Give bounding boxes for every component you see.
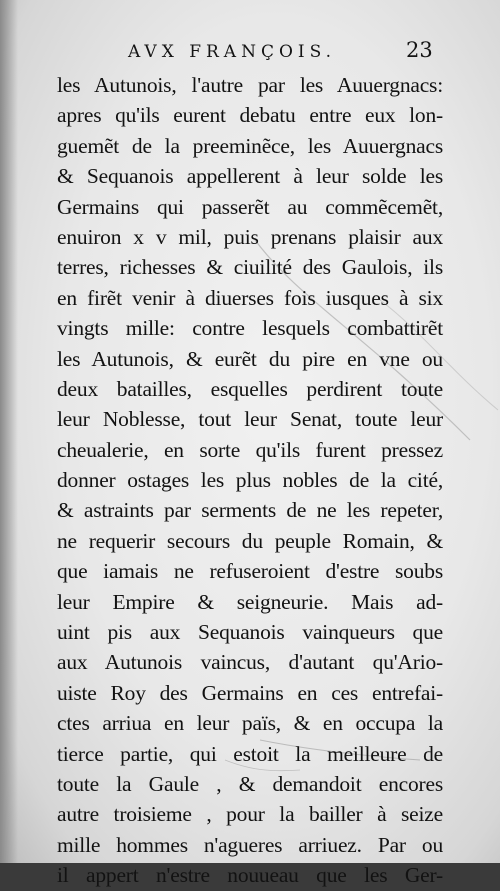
text-line: mille hommes n'agueres arriuez. Par ou: [57, 832, 443, 857]
text-line: les Autunois, & eurẽt du pire en vne ou: [57, 346, 443, 371]
text-line: aux Autunois vaincus, d'autant qu'Ario-: [57, 650, 443, 675]
page-header: [0, 38, 500, 72]
text-line: donner ostages les plus nobles de la cité,: [57, 468, 443, 493]
text-line: autre troisieme , pour la bailler à seize: [57, 802, 443, 827]
page-edge-shadow: [0, 0, 18, 863]
text-line: que iamais ne refuseroient d'estre soubs: [57, 559, 443, 584]
text-line: les Autunois, l'autre par les Auuergnacs:: [57, 73, 443, 97]
text-line: leur Noblesse, tout leur Senat, toute leur: [57, 407, 443, 432]
text-line: apres qu'ils eurent debatu entre eux lon-: [57, 103, 443, 128]
text-line: Germains qui passerẽt au commẽcemẽt,: [57, 194, 443, 219]
body-text: [57, 70, 443, 891]
text-line: cheualerie, en sorte qu'ils furent pressez: [57, 437, 443, 462]
text-line: vingts mille: contre lesquels combattirẽt: [57, 316, 443, 341]
text-line: & Sequanois appellerent à leur solde les: [57, 164, 443, 189]
page-number: 23: [406, 38, 433, 62]
text-line: tierce partie, qui estoit la meilleure de: [57, 741, 443, 766]
text-line: ctes arriua en leur païs, & en occupa la: [57, 711, 443, 736]
text-line: il appert n'estre nouueau que les Ger-: [57, 863, 443, 888]
text-line: toute la Gaule , & demandoit encores: [57, 771, 443, 796]
text-line: & astraints par serments de ne les repeter,: [57, 498, 443, 523]
text-line: enuiron x v mil, puis prenans plaisir aux: [57, 224, 443, 249]
text-line: uint pis aux Sequanois vainqueurs que: [57, 620, 443, 645]
text-line: terres, richesses & ciuilité des Gaulois, ils: [57, 255, 443, 280]
text-line: en firẽt venir à diuerses fois iusques à six: [57, 285, 443, 310]
text-line: uiste Roy des Germains en ces entrefai-: [57, 680, 443, 705]
text-line: deux batailles, esquelles perdirent toute: [57, 376, 443, 401]
text-line: ne requerir secours du peuple Romain, &: [57, 528, 443, 553]
text-line: guemẽt de la preeminẽce, les Auuergnacs: [57, 133, 443, 158]
text-line: leur Empire & seigneurie. Mais ad-: [57, 589, 443, 614]
running-head: AVX FRANÇOIS.: [128, 42, 337, 62]
